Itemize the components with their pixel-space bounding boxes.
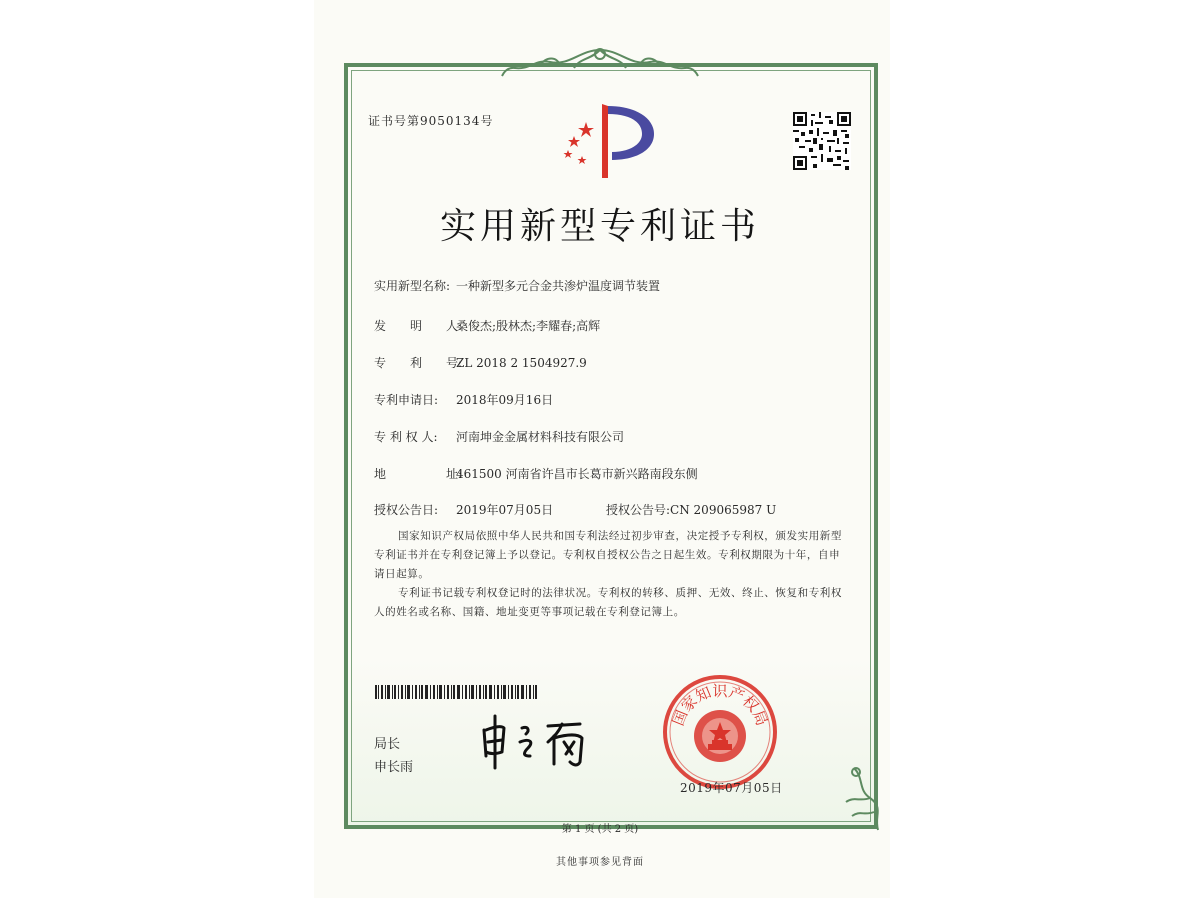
field-label: 专 利 号: [374,356,463,370]
field-label: 授权公告日: [374,503,439,517]
field-label: 专利申请日: [374,393,439,407]
page-number: 第 1 页 (共 2 页) [561,824,639,835]
field-value: 461500 河南省许昌市长葛市新兴路南段东侧 [456,467,698,481]
field-label: 地 址: [374,467,463,481]
director-title: 局长 [374,737,401,752]
patent-office-logo [556,100,656,180]
field-value: 一种新型多元合金共渗炉温度调节装置 [456,279,661,293]
field-value: 2018年09月16日 [456,393,554,407]
qr-code [793,112,851,170]
patentee-row [374,428,624,445]
seal-text: 国家知识产权局 [668,682,772,729]
seal-date: 2019年07月05日 [680,781,783,795]
address-row [374,465,698,482]
certificate-title: 实用新型专利证书 [439,206,760,247]
official-seal [660,672,780,792]
field-label: 实用新型名称: [374,279,451,293]
utility-model-name-row [374,277,660,294]
inventor-row [374,317,600,334]
field-value: ZL 2018 2 1504927.9 [456,356,587,370]
field-value: 2019年07月05日 [456,503,554,517]
field-label: 授权公告号: [606,503,671,517]
director-signature [478,712,598,772]
grant-number [606,501,776,518]
certificate-inner-border [351,70,871,822]
application-date-row [374,391,553,408]
top-ornament [500,44,700,84]
certificate-number: 证书号第9050134号 [368,114,494,128]
field-value: 河南坤金金属材料科技有限公司 [456,430,625,444]
barcode [375,685,537,699]
patent-number-row [374,354,587,371]
certificate-statement: 国家知识产权局依照中华人民共和国专利法经过初步审查，决定授予专利权，颁发实用新型专利证书并在专利登记簿上予以登记。专利权自授权公告之日起生效。专利权期限为十年，自申请日起算。 [374,530,842,580]
grant-row [374,501,777,518]
field-value: CN 209065987 U [670,503,777,517]
director-name: 申长雨 [374,760,414,775]
legal-status-note: 专利证书记载专利权登记时的法律状况。专利权的转移、质押、无效、终止、恢复和专利权人的姓名或名称、国籍、地址变更等事项记载在专利登记簿上。 [374,587,842,618]
field-label: 专 利 权 人: [374,430,438,444]
field-value: 桑俊杰;殷林杰;李耀春;高辉 [456,319,601,333]
back-note: 其他事项参见背面 [556,857,644,868]
national-emblem-icon [694,710,746,762]
field-label: 发 明 人: [374,319,463,333]
